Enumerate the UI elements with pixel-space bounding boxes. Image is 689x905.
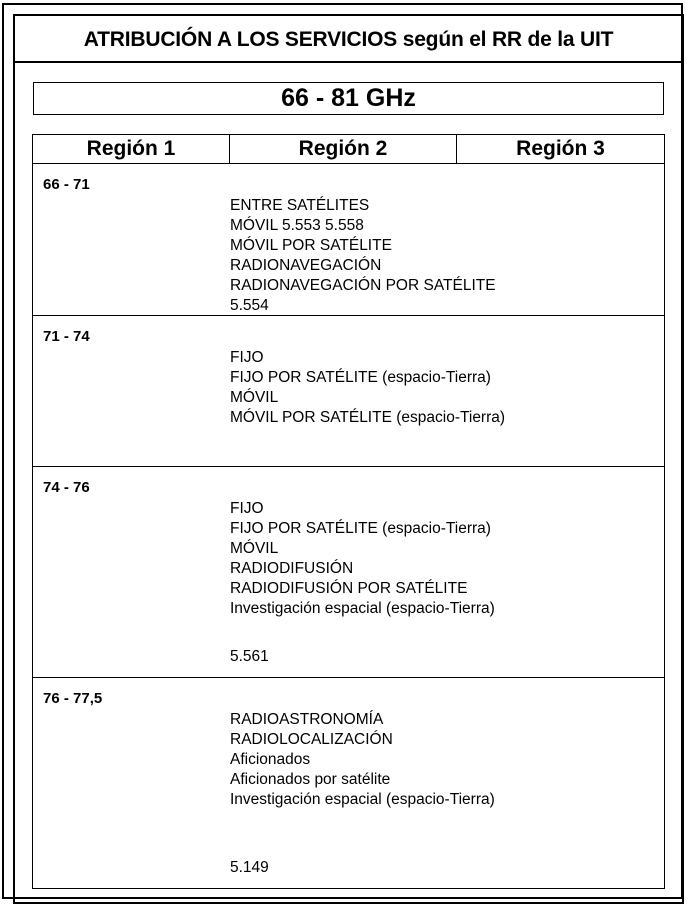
page-title: ATRIBUCIÓN A LOS SERVICIOS según el RR de la UIT — [15, 16, 682, 63]
footnote-ref: 5.149 — [230, 859, 269, 876]
allocation-table — [32, 134, 665, 889]
service-item: Investigación espacial (espacio-Tierra) — [230, 600, 495, 617]
table-row — [33, 316, 664, 467]
header-region-2: Región 2 — [230, 135, 457, 164]
range-label: 74 - 76 — [43, 479, 90, 496]
outer-frame — [2, 3, 683, 899]
service-list — [230, 348, 505, 428]
service-list — [230, 196, 496, 316]
service-item: Aficionados por satélite — [230, 771, 391, 788]
service-item: MÓVIL POR SATÉLITE — [230, 237, 392, 254]
service-item: FIJO POR SATÉLITE (espacio-Tierra) — [230, 369, 491, 386]
service-item: RADIODIFUSIÓN POR SATÉLITE — [230, 580, 468, 597]
header-region-1: Región 1 — [33, 135, 230, 164]
service-item: MÓVIL 5.553 5.558 — [230, 217, 364, 234]
footnote-ref: 5.554 — [230, 297, 269, 314]
service-item: FIJO — [230, 500, 264, 517]
service-item: MÓVIL — [230, 540, 279, 557]
service-list — [230, 499, 495, 619]
inner-frame — [13, 14, 684, 904]
header-region-3: Región 3 — [457, 135, 664, 164]
service-item: FIJO POR SATÉLITE (espacio-Tierra) — [230, 520, 491, 537]
service-list — [230, 710, 495, 810]
range-label: 71 - 74 — [43, 328, 90, 345]
range-label: 76 - 77,5 — [43, 690, 103, 707]
service-item: RADIONAVEGACIÓN — [230, 257, 382, 274]
table-row — [33, 678, 664, 888]
service-item: RADIOASTRONOMÍA — [230, 711, 384, 728]
service-item: RADIOLOCALIZACIÓN — [230, 731, 393, 748]
service-item: Aficionados — [230, 751, 311, 768]
service-item: RADIONAVEGACIÓN POR SATÉLITE — [230, 277, 496, 294]
range-label: 66 - 71 — [43, 176, 90, 193]
service-item: Investigación espacial (espacio-Tierra) — [230, 791, 495, 808]
service-item: ENTRE SATÉLITES — [230, 197, 370, 214]
service-item: MÓVIL POR SATÉLITE (espacio-Tierra) — [230, 409, 506, 426]
table-row — [33, 164, 664, 316]
table-row — [33, 467, 664, 678]
service-item: MÓVIL — [230, 389, 279, 406]
service-item: RADIODIFUSIÓN — [230, 560, 354, 577]
service-item: FIJO — [230, 349, 264, 366]
frequency-band: 66 - 81 GHz — [33, 82, 664, 115]
footnote-ref: 5.561 — [230, 648, 269, 665]
